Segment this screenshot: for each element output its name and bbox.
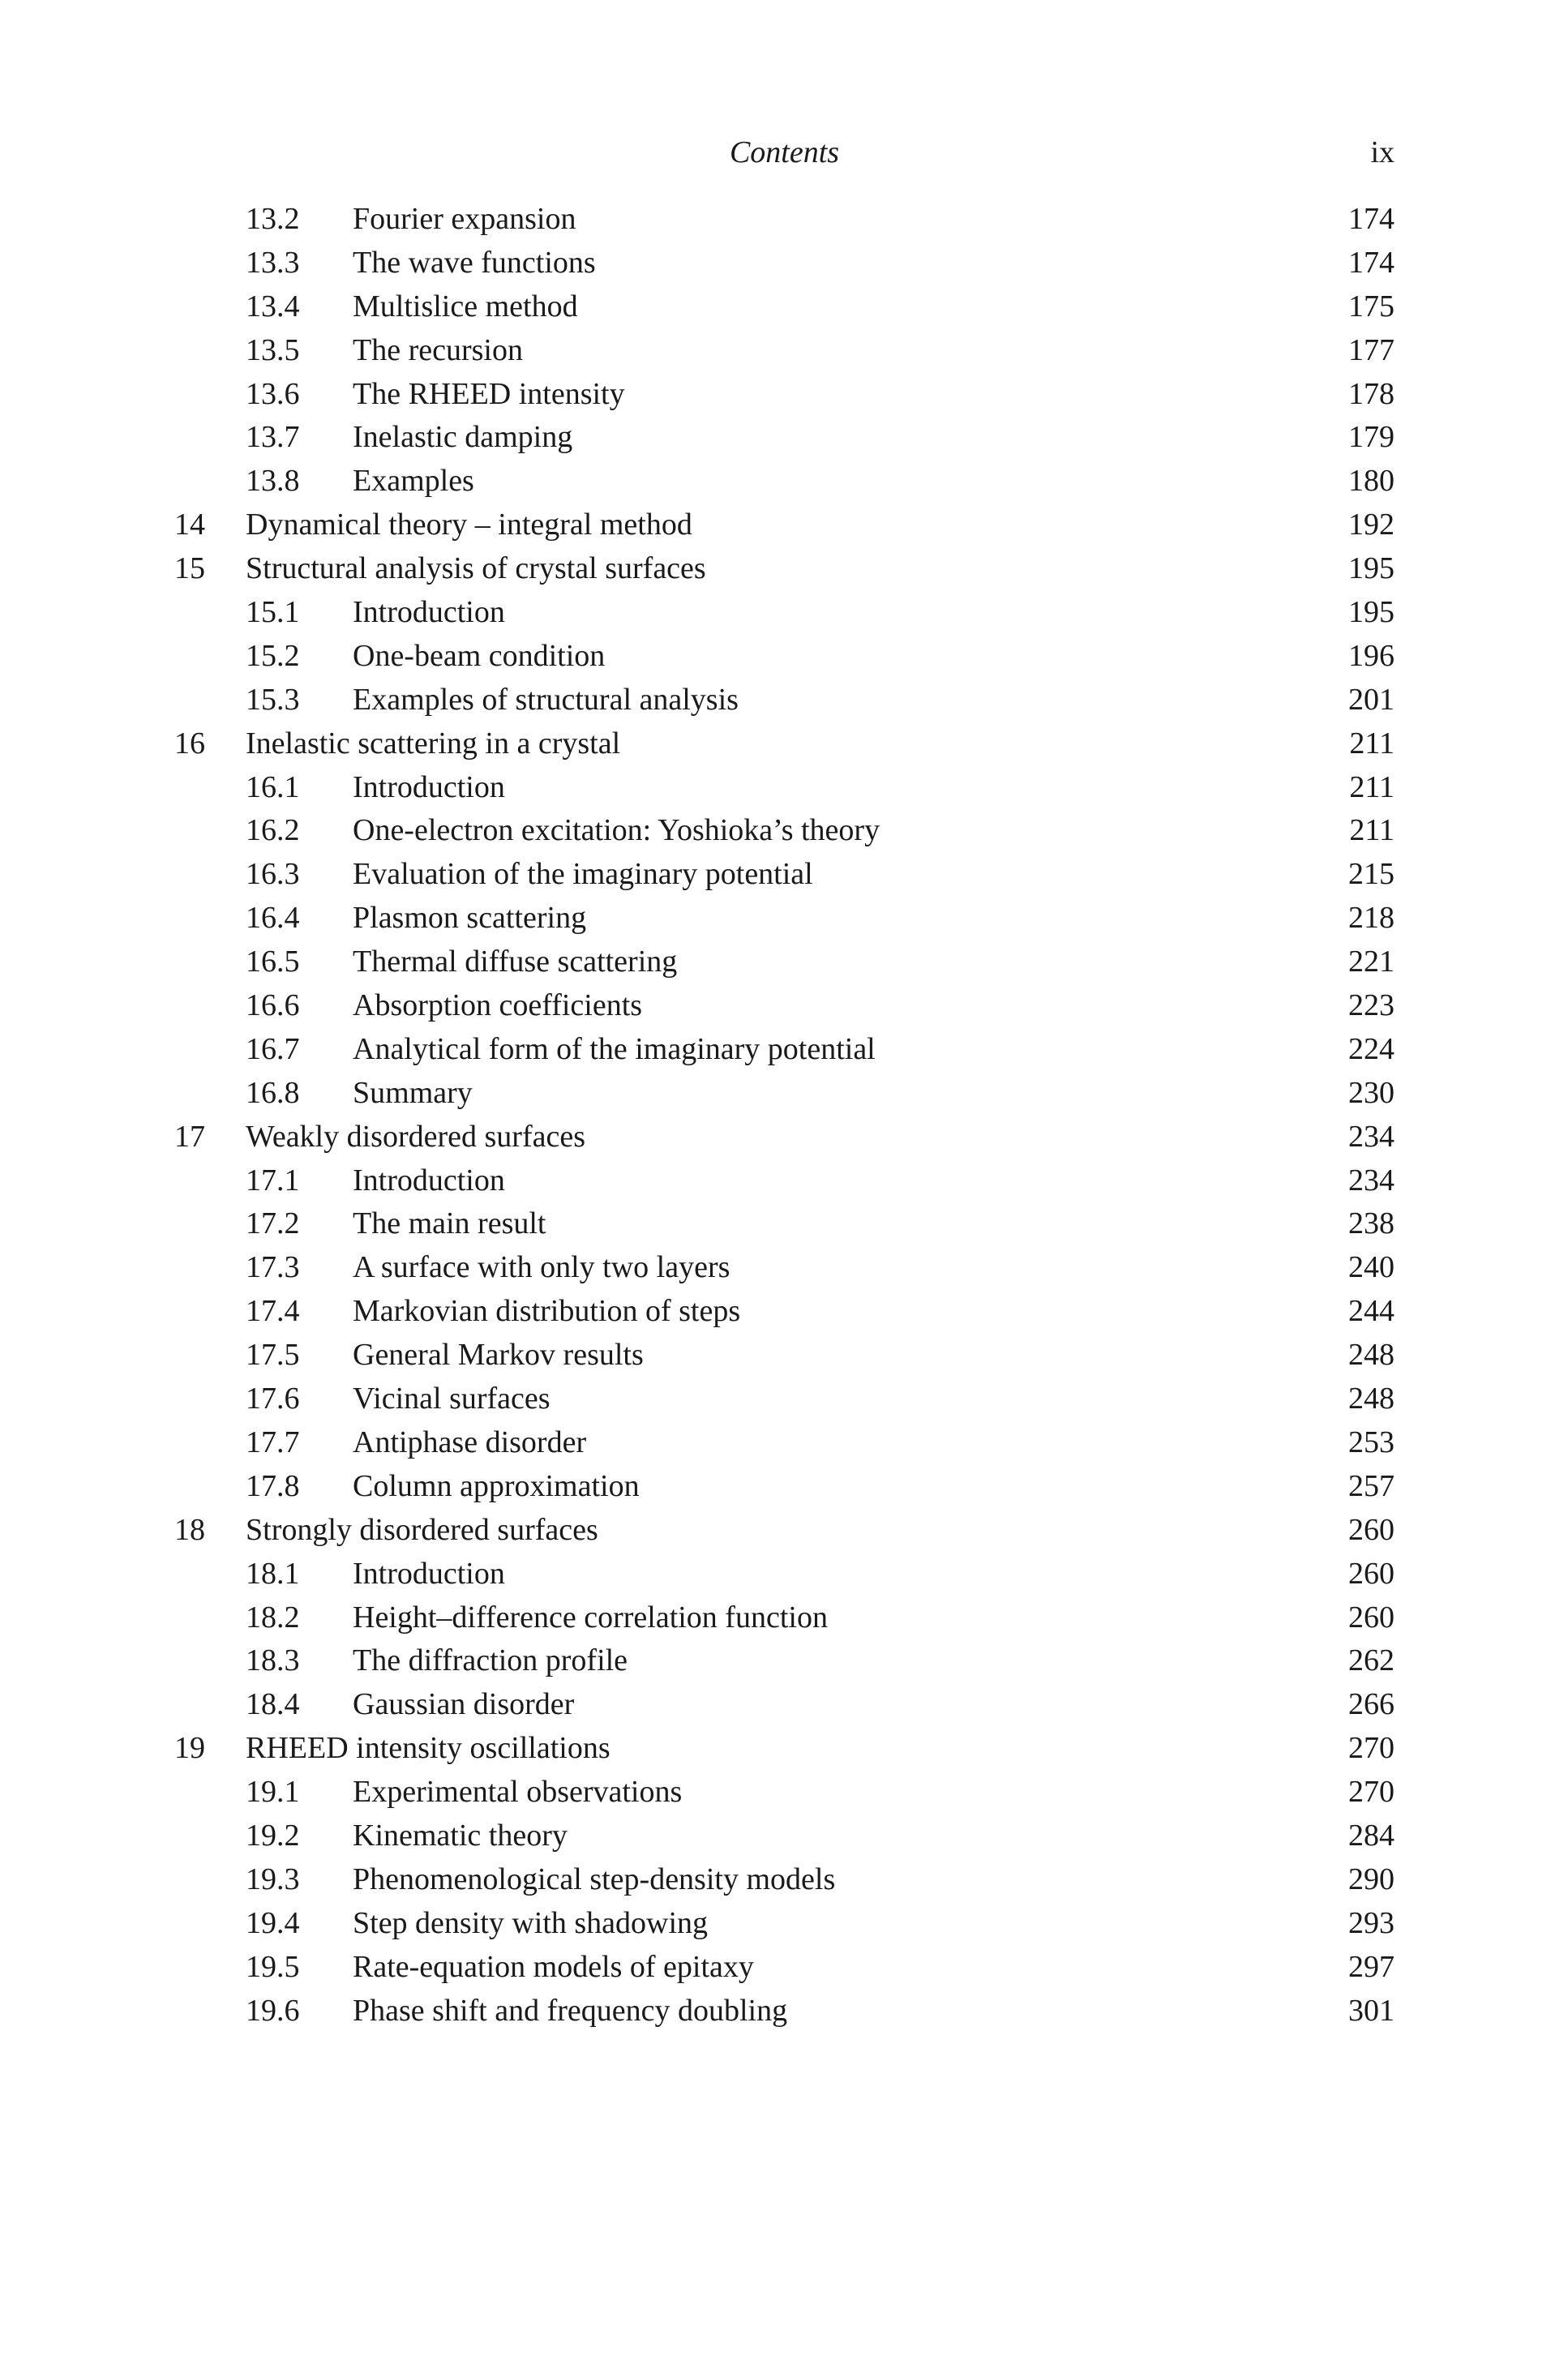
toc-entry-title: The RHEED intensity xyxy=(353,376,625,411)
toc-entry-number: 13.3 xyxy=(246,245,300,280)
toc-section-entry xyxy=(174,1377,1394,1421)
toc-section-entry xyxy=(174,285,1394,329)
toc-section-entry xyxy=(174,1246,1394,1290)
toc-section-entry xyxy=(174,591,1394,635)
toc-entry-number: 17 xyxy=(174,1119,205,1154)
toc-entry-page: 192 xyxy=(1348,508,1394,542)
toc-entry-page: 174 xyxy=(1348,245,1394,280)
toc-entry-title: Introduction xyxy=(353,1163,505,1197)
toc-entry-title: Inelastic scattering in a crystal xyxy=(246,726,621,760)
toc-entry-page: 201 xyxy=(1348,682,1394,717)
toc-entry-title: RHEED intensity oscillations xyxy=(246,1731,610,1766)
toc-entry-title: Examples xyxy=(353,464,474,499)
toc-entry-title: Inelastic damping xyxy=(353,420,573,455)
toc-entry-number: 19.1 xyxy=(246,1775,300,1810)
toc-entry-page: 270 xyxy=(1348,1731,1394,1766)
toc-entry-number: 19 xyxy=(174,1731,205,1766)
toc-entry-number: 17.1 xyxy=(246,1163,300,1197)
toc-entry-page: 301 xyxy=(1348,1993,1394,2028)
toc-section-entry xyxy=(174,1028,1394,1072)
toc-section-entry xyxy=(174,329,1394,373)
toc-entry-number: 16.3 xyxy=(246,857,300,892)
toc-entry-title: Introduction xyxy=(353,1556,505,1591)
toc-entry-page: 248 xyxy=(1348,1382,1394,1416)
toc-entry-title: The main result xyxy=(353,1206,546,1241)
toc-entry-number: 15.3 xyxy=(246,682,300,717)
toc-entry-page: 211 xyxy=(1349,769,1394,804)
toc-entry-page: 260 xyxy=(1348,1556,1394,1591)
toc-entry-page: 260 xyxy=(1348,1512,1394,1547)
toc-entry-page: 224 xyxy=(1348,1031,1394,1066)
toc-entry-page: 177 xyxy=(1348,332,1394,367)
toc-entry-title: Introduction xyxy=(353,769,505,804)
toc-entry-title: Weakly disordered surfaces xyxy=(246,1119,585,1154)
toc-section-entry xyxy=(174,1553,1394,1596)
toc-entry-number: 13.6 xyxy=(246,376,300,411)
toc-entry-number: 18.3 xyxy=(246,1643,300,1678)
toc-entry-number: 17.6 xyxy=(246,1382,300,1416)
toc-entry-number: 13.5 xyxy=(246,332,300,367)
toc-entry-title: One-beam condition xyxy=(353,638,606,673)
toc-entry-number: 15.2 xyxy=(246,638,300,673)
toc-entry-page: 211 xyxy=(1349,813,1394,848)
toc-entry-page: 257 xyxy=(1348,1468,1394,1503)
toc-entry-title: Vicinal surfaces xyxy=(353,1382,551,1416)
toc-entry-number: 19.6 xyxy=(246,1993,300,2028)
toc-section-entry xyxy=(174,635,1394,679)
running-head-title: Contents xyxy=(729,135,840,169)
toc-section-entry xyxy=(174,416,1394,460)
toc-section-entry xyxy=(174,1946,1394,1990)
toc-entry-page: 248 xyxy=(1348,1338,1394,1373)
toc-entry-page: 266 xyxy=(1348,1687,1394,1722)
toc-chapter-entry xyxy=(174,1727,1394,1771)
toc-entry-title: Phase shift and frequency doubling xyxy=(353,1993,788,2028)
toc-entry-number: 16.2 xyxy=(246,813,300,848)
toc-entry-title: A surface with only two layers xyxy=(353,1250,730,1285)
toc-entry-title: Height–difference correlation function xyxy=(353,1600,828,1635)
toc-entry-number: 13.7 xyxy=(246,420,300,455)
toc-entry-number: 17.3 xyxy=(246,1250,300,1285)
toc-chapter-entry xyxy=(174,547,1394,591)
toc-entry-number: 13.4 xyxy=(246,289,300,323)
toc-entry-number: 16.1 xyxy=(246,769,300,804)
toc-entry-title: Experimental observations xyxy=(353,1775,683,1810)
toc-entry-page: 297 xyxy=(1348,1949,1394,1984)
toc-entry-page: 290 xyxy=(1348,1862,1394,1896)
toc-entry-title: Markovian distribution of steps xyxy=(353,1294,741,1329)
toc-entry-page: 178 xyxy=(1348,376,1394,411)
toc-entry-page: 238 xyxy=(1348,1206,1394,1241)
toc-entry-number: 15 xyxy=(174,551,205,586)
toc-section-entry xyxy=(174,984,1394,1028)
toc-entry-number: 19.5 xyxy=(246,1949,300,1984)
toc-section-entry xyxy=(174,1334,1394,1377)
toc-entry-number: 13.2 xyxy=(246,202,300,236)
toc-entry-page: 218 xyxy=(1348,901,1394,936)
toc-section-entry xyxy=(174,940,1394,984)
toc-entry-number: 16 xyxy=(174,726,205,760)
toc-entry-title: Summary xyxy=(353,1075,473,1110)
toc-entry-page: 260 xyxy=(1348,1600,1394,1635)
toc-entry-title: Multislice method xyxy=(353,289,578,323)
toc-entry-title: Fourier expansion xyxy=(353,202,576,236)
toc-entry-number: 18.4 xyxy=(246,1687,300,1722)
toc-section-entry xyxy=(174,1159,1394,1203)
toc-entry-page: 174 xyxy=(1348,202,1394,236)
toc-entry-title: Absorption coefficients xyxy=(353,988,643,1023)
toc-entry-title: Kinematic theory xyxy=(353,1818,568,1853)
toc-entry-title: Phenomenological step-density models xyxy=(353,1862,836,1896)
toc-section-entry xyxy=(174,897,1394,940)
toc-entry-title: The diffraction profile xyxy=(353,1643,628,1678)
toc-entry-number: 19.2 xyxy=(246,1818,300,1853)
toc-section-entry xyxy=(174,679,1394,722)
toc-entry-page: 175 xyxy=(1348,289,1394,323)
toc-entry-page: 293 xyxy=(1348,1905,1394,1940)
toc-entry-page: 230 xyxy=(1348,1075,1394,1110)
toc-entry-page: 240 xyxy=(1348,1250,1394,1285)
toc-entry-title: Dynamical theory – integral method xyxy=(246,508,692,542)
toc-chapter-entry xyxy=(174,722,1394,766)
toc-entry-title: Strongly disordered surfaces xyxy=(246,1512,598,1547)
toc-entry-number: 15.1 xyxy=(246,595,300,630)
toc-entry-title: Evaluation of the imaginary potential xyxy=(353,857,813,892)
toc-entry-number: 16.6 xyxy=(246,988,300,1023)
toc-entry-title: Gaussian disorder xyxy=(353,1687,575,1722)
toc-entry-number: 16.5 xyxy=(246,945,300,979)
toc-section-entry xyxy=(174,1683,1394,1727)
toc-entry-number: 17.4 xyxy=(246,1294,300,1329)
toc-section-entry xyxy=(174,1596,1394,1640)
toc-entry-number: 18.2 xyxy=(246,1600,300,1635)
toc-entry-title: One-electron excitation: Yoshioka’s theory xyxy=(353,813,880,848)
toc-section-entry xyxy=(174,853,1394,897)
toc-section-entry xyxy=(174,1858,1394,1902)
toc-entry-page: 262 xyxy=(1348,1643,1394,1678)
toc-section-entry xyxy=(174,1202,1394,1246)
toc-entry-page: 270 xyxy=(1348,1775,1394,1810)
toc-entry-page: 284 xyxy=(1348,1818,1394,1853)
page-number: ix xyxy=(1370,135,1394,169)
toc-entry-page: 253 xyxy=(1348,1425,1394,1459)
toc-entry-title: Thermal diffuse scattering xyxy=(353,945,678,979)
toc-entry-number: 17.5 xyxy=(246,1338,300,1373)
toc-chapter-entry xyxy=(174,1509,1394,1553)
toc-entry-title: Column approximation xyxy=(353,1468,640,1503)
toc-section-entry xyxy=(174,198,1394,242)
table-of-contents xyxy=(174,198,1394,2033)
toc-section-entry xyxy=(174,460,1394,503)
toc-entry-number: 16.7 xyxy=(246,1031,300,1066)
toc-entry-title: Analytical form of the imaginary potential xyxy=(353,1031,876,1066)
toc-section-entry xyxy=(174,242,1394,285)
toc-section-entry xyxy=(174,1990,1394,2033)
toc-entry-page: 234 xyxy=(1348,1119,1394,1154)
toc-chapter-entry xyxy=(174,503,1394,547)
toc-entry-number: 17.8 xyxy=(246,1468,300,1503)
toc-entry-title: Structural analysis of crystal surfaces xyxy=(246,551,706,586)
toc-entry-page: 234 xyxy=(1348,1163,1394,1197)
toc-entry-title: The wave functions xyxy=(353,245,596,280)
toc-entry-title: Antiphase disorder xyxy=(353,1425,587,1459)
toc-section-entry xyxy=(174,1814,1394,1858)
toc-section-entry xyxy=(174,1421,1394,1465)
toc-entry-number: 17.7 xyxy=(246,1425,300,1459)
toc-entry-page: 180 xyxy=(1348,464,1394,499)
toc-entry-number: 13.8 xyxy=(246,464,300,499)
toc-section-entry xyxy=(174,809,1394,853)
toc-entry-page: 196 xyxy=(1348,638,1394,673)
toc-section-entry xyxy=(174,1639,1394,1683)
toc-entry-page: 195 xyxy=(1348,551,1394,586)
running-head xyxy=(174,130,1394,175)
toc-entry-page: 211 xyxy=(1349,726,1394,760)
toc-entry-number: 18 xyxy=(174,1512,205,1547)
toc-section-entry xyxy=(174,1465,1394,1509)
toc-entry-number: 17.2 xyxy=(246,1206,300,1241)
toc-chapter-entry xyxy=(174,1116,1394,1159)
toc-entry-number: 16.8 xyxy=(246,1075,300,1110)
toc-entry-title: Introduction xyxy=(353,595,505,630)
toc-entry-title: Rate-equation models of epitaxy xyxy=(353,1949,754,1984)
toc-entry-number: 19.4 xyxy=(246,1905,300,1940)
toc-entry-page: 195 xyxy=(1348,595,1394,630)
toc-entry-title: The recursion xyxy=(353,332,523,367)
toc-entry-title: General Markov results xyxy=(353,1338,644,1373)
toc-section-entry xyxy=(174,1771,1394,1814)
toc-entry-number: 16.4 xyxy=(246,901,300,936)
toc-entry-page: 223 xyxy=(1348,988,1394,1023)
toc-entry-page: 221 xyxy=(1348,945,1394,979)
toc-entry-page: 179 xyxy=(1348,420,1394,455)
toc-entry-page: 215 xyxy=(1348,857,1394,892)
toc-entry-number: 14 xyxy=(174,508,205,542)
toc-section-entry xyxy=(174,1290,1394,1334)
toc-entry-page: 244 xyxy=(1348,1294,1394,1329)
toc-section-entry xyxy=(174,1072,1394,1116)
toc-entry-number: 19.3 xyxy=(246,1862,300,1896)
toc-entry-title: Step density with shadowing xyxy=(353,1905,709,1940)
toc-section-entry xyxy=(174,766,1394,810)
toc-entry-title: Plasmon scattering xyxy=(353,901,587,936)
toc-entry-title: Examples of structural analysis xyxy=(353,682,739,717)
toc-section-entry xyxy=(174,373,1394,417)
toc-entry-number: 18.1 xyxy=(246,1556,300,1591)
toc-section-entry xyxy=(174,1902,1394,1946)
